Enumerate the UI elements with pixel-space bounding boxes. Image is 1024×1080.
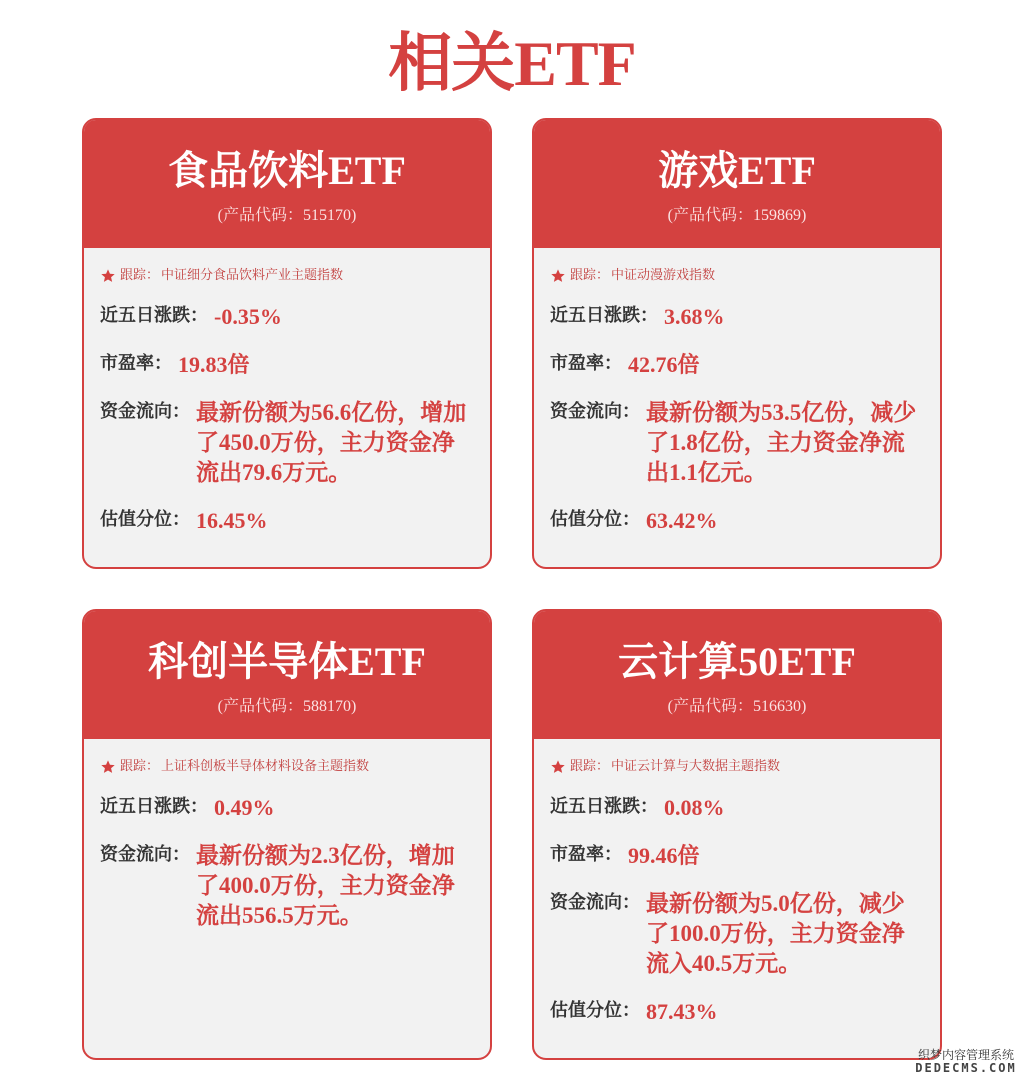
metric-label: 市盈率： (550, 844, 622, 865)
metric-row (550, 839, 924, 871)
metric-row (100, 791, 474, 823)
metric-label: 资金流向： (100, 844, 190, 865)
metric-label: 近五日涨跌： (550, 796, 658, 817)
tracking-label: 跟踪： (570, 759, 610, 774)
card-header (534, 120, 940, 248)
metric-row (100, 396, 474, 488)
etf-card-gaming (532, 118, 942, 569)
etf-card-cloud-computing (532, 609, 942, 1060)
metric-value: 最新份额为53.5亿份，减少了1.8亿份，主力资金净流出1.1亿元。 (646, 400, 917, 485)
watermark-line1: 织梦内容管理系统 (917, 1048, 1014, 1062)
metric-value: 0.49% (214, 795, 275, 820)
card-body (534, 739, 940, 1027)
metric-value: 99.46倍 (628, 843, 700, 868)
star-icon (100, 759, 116, 775)
card-body (84, 248, 490, 536)
metric-label: 资金流向： (550, 892, 640, 913)
tracking-label: 跟踪： (120, 268, 160, 283)
tracking-label: 跟踪： (120, 759, 160, 774)
card-header (84, 120, 490, 248)
tracking-value: 中证云计算与大数据主题指数 (611, 759, 781, 774)
star-icon (550, 268, 566, 284)
etf-name: 云计算50ETF (618, 639, 856, 684)
card-header (534, 611, 940, 739)
metric-label: 市盈率： (550, 353, 622, 374)
card-body (84, 739, 490, 931)
page-title: 相关ETF (388, 28, 636, 99)
etf-card-food-beverage (82, 118, 492, 569)
watermark-line2: DEDECMS.COM (915, 1061, 1017, 1075)
tracking-label: 跟踪： (570, 268, 610, 283)
metric-label: 估值分位： (550, 509, 640, 530)
metric-row (550, 396, 924, 488)
metric-row (550, 887, 924, 979)
tracking-value: 上证科创板半导体材料设备主题指数 (161, 759, 370, 774)
metric-value: 0.08% (664, 795, 725, 820)
metric-row (100, 839, 474, 931)
product-code: (产品代码：515170) (217, 207, 357, 224)
metric-row (100, 504, 474, 536)
metric-value: 最新份额为2.3亿份，增加了400.0万份，主力资金净流出556.5万元。 (196, 843, 455, 928)
tracking-value: 中证细分食品饮料产业主题指数 (161, 268, 344, 283)
metric-row (550, 995, 924, 1027)
metric-value: -0.35% (214, 304, 282, 329)
metric-row (100, 348, 474, 380)
metric-label: 市盈率： (100, 353, 172, 374)
product-code: (产品代码：159869) (667, 207, 807, 224)
metric-value: 16.45% (196, 508, 268, 533)
metric-label: 估值分位： (550, 1000, 640, 1021)
metric-row (550, 300, 924, 332)
metric-value: 3.68% (664, 304, 725, 329)
metric-value: 最新份额为56.6亿份，增加了450.0万份，主力资金净流出79.6万元。 (196, 400, 467, 485)
etf-name: 食品饮料ETF (168, 148, 406, 193)
tracking-index (100, 266, 474, 286)
metric-label: 资金流向： (550, 401, 640, 422)
metric-label: 近五日涨跌： (100, 796, 208, 817)
card-body (534, 248, 940, 536)
metric-label: 资金流向： (100, 401, 190, 422)
card-header (84, 611, 490, 739)
metric-label: 估值分位： (100, 509, 190, 530)
metric-row (550, 348, 924, 380)
tracking-index (550, 266, 924, 286)
etf-name: 游戏ETF (658, 148, 816, 193)
star-icon (100, 268, 116, 284)
star-icon (550, 759, 566, 775)
metric-row (550, 791, 924, 823)
metric-label: 近五日涨跌： (100, 305, 208, 326)
etf-card-semiconductor (82, 609, 492, 1060)
tracking-index (550, 757, 924, 777)
tracking-index (100, 757, 474, 777)
watermark (914, 1048, 1018, 1074)
metric-label: 近五日涨跌： (550, 305, 658, 326)
metric-value: 19.83倍 (178, 352, 250, 377)
metric-row (550, 504, 924, 536)
metric-value: 最新份额为5.0亿份，减少了100.0万份，主力资金净流入40.5万元。 (646, 891, 905, 976)
metric-value: 63.42% (646, 508, 718, 533)
product-code: (产品代码：516630) (667, 698, 807, 715)
tracking-value: 中证动漫游戏指数 (611, 268, 716, 283)
product-code: (产品代码：588170) (217, 698, 357, 715)
metric-value: 87.43% (646, 999, 718, 1024)
metric-row (100, 300, 474, 332)
etf-name: 科创半导体ETF (148, 639, 426, 684)
metric-value: 42.76倍 (628, 352, 700, 377)
